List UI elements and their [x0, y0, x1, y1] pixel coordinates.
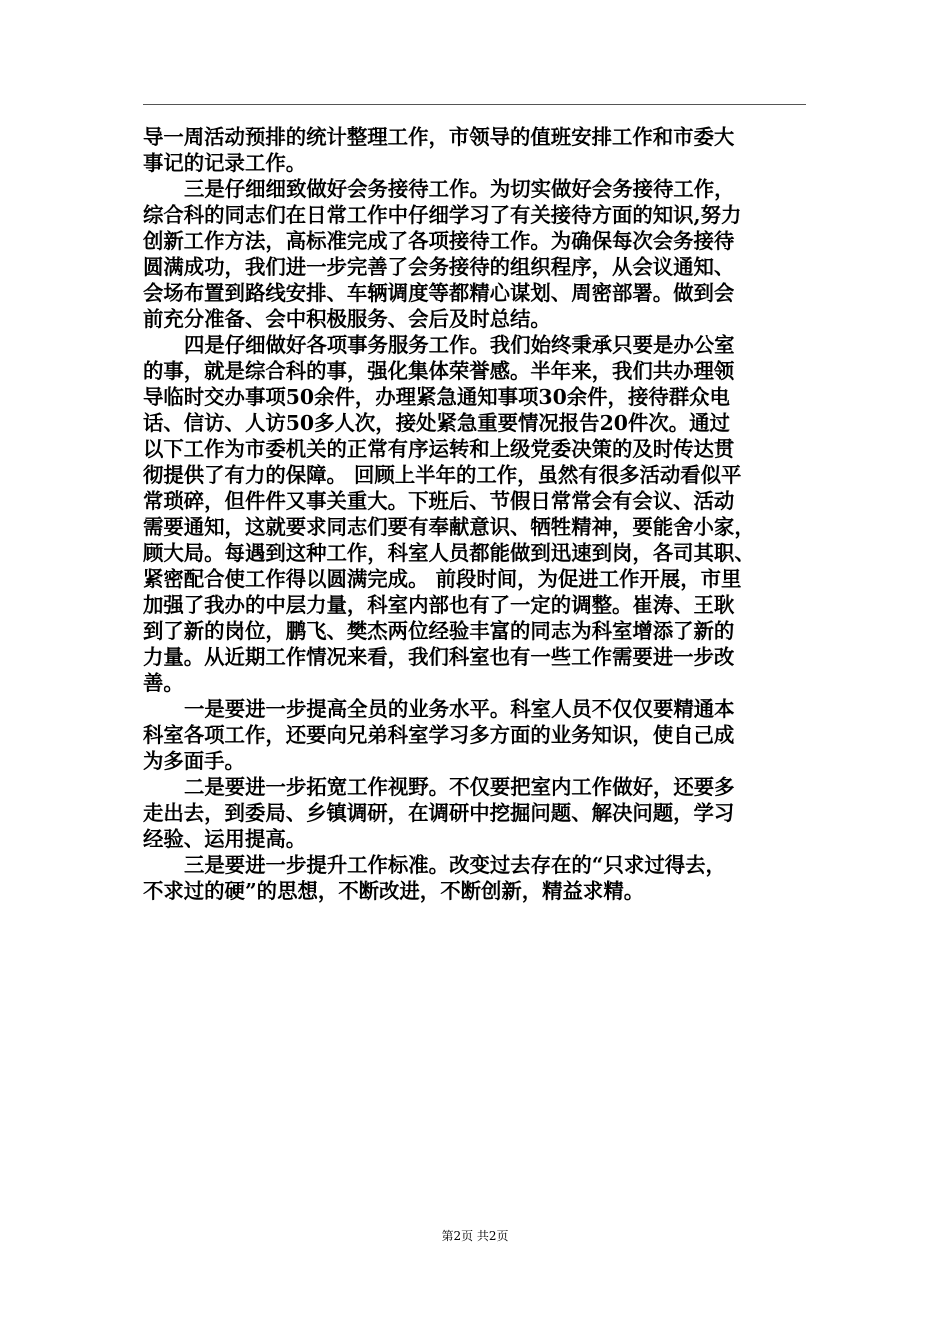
paragraph-line: 创新工作方法，高标准完成了各项接待工作。为确保每次会务接待	[143, 229, 735, 253]
paragraph-line: 事记的记录工作。	[143, 151, 307, 175]
paragraph-line: 话、信访、人访50多人次，接处紧急重要情况报告20件次。通过	[143, 411, 730, 435]
paragraph-line: 顾大局。每遇到这种工作，科室人员都能做到迅速到岗，各司其职、	[143, 541, 755, 565]
paragraph-first-line: 三是仔细细致做好会务接待工作。为切实做好会务接待工作，	[184, 177, 735, 201]
paragraph-first-line: 二是要进一步拓宽工作视野。不仅要把室内工作做好，还要多	[184, 775, 735, 799]
header-divider	[143, 104, 806, 105]
paragraph-line: 科室各项工作，还要向兄弟科室学习多方面的业务知识，使自己成	[143, 723, 735, 747]
paragraph-line: 会场布置到路线安排、车辆调度等都精心谋划、周密部署。做到会	[143, 281, 735, 305]
paragraph-line: 为多面手。	[143, 749, 245, 773]
document-body	[143, 124, 809, 904]
paragraph-line: 前充分准备、会中积极服务、会后及时总结。	[143, 307, 551, 331]
paragraph-first-line: 四是仔细做好各项事务服务工作。我们始终秉承只要是办公室	[184, 333, 735, 357]
paragraph-line: 加强了我办的中层力量，科室内部也有了一定的调整。崔涛、王耿	[143, 593, 735, 617]
paragraph-line: 常琐碎，但件件又事关重大。下班后、节假日常常会有会议、活动	[143, 489, 735, 513]
paragraph-line: 彻提供了有力的保障。 回顾上半年的工作，虽然有很多活动看似平	[143, 463, 742, 487]
paragraph-line: 走出去，到委局、乡镇调研，在调研中挖掘问题、解决问题，学习	[143, 801, 735, 825]
paragraph-line: 到了新的岗位，鹏飞、樊杰两位经验丰富的同志为科室增添了新的	[143, 619, 735, 643]
paragraph-line: 紧密配合使工作得以圆满完成。 前段时间，为促进工作开展，市里	[143, 567, 742, 591]
paragraph-line: 经验、运用提高。	[143, 827, 307, 851]
paragraph-line: 需要通知，这就要求同志们要有奉献意识、牺牲精神，要能舍小家，	[143, 515, 755, 539]
paragraph-line: 的事，就是综合科的事，强化集体荣誉感。半年来，我们共办理领	[143, 359, 735, 383]
paragraph-first-line: 三是要进一步提升工作标准。改变过去存在的“只求过得去，	[184, 853, 726, 877]
paragraph-first-line: 一是要进一步提高全员的业务水平。科室人员不仅仅要精通本	[184, 697, 735, 721]
paragraph-line: 以下工作为市委机关的正常有序运转和上级党委决策的及时传达贯	[143, 437, 735, 461]
paragraph-line: 不求过的硬”的思想，不断改进，不断创新，精益求精。	[143, 879, 645, 903]
paragraph-line: 善。	[143, 671, 184, 695]
page-number: 第2页 共2页	[441, 1229, 509, 1243]
paragraph-line: 力量。从近期工作情况来看，我们科室也有一些工作需要进一步改	[143, 645, 735, 669]
paragraph-line: 导一周活动预排的统计整理工作，市领导的值班安排工作和市委大	[143, 125, 735, 149]
paragraph-line: 导临时交办事项50余件，办理紧急通知事项30余件，接待群众电	[143, 385, 730, 409]
paragraph-line: 综合科的同志们在日常工作中仔细学习了有关接待方面的知识,努力	[143, 203, 742, 227]
paragraph-line: 圆满成功，我们进一步完善了会务接待的组织程序，从会议通知、	[143, 255, 735, 279]
